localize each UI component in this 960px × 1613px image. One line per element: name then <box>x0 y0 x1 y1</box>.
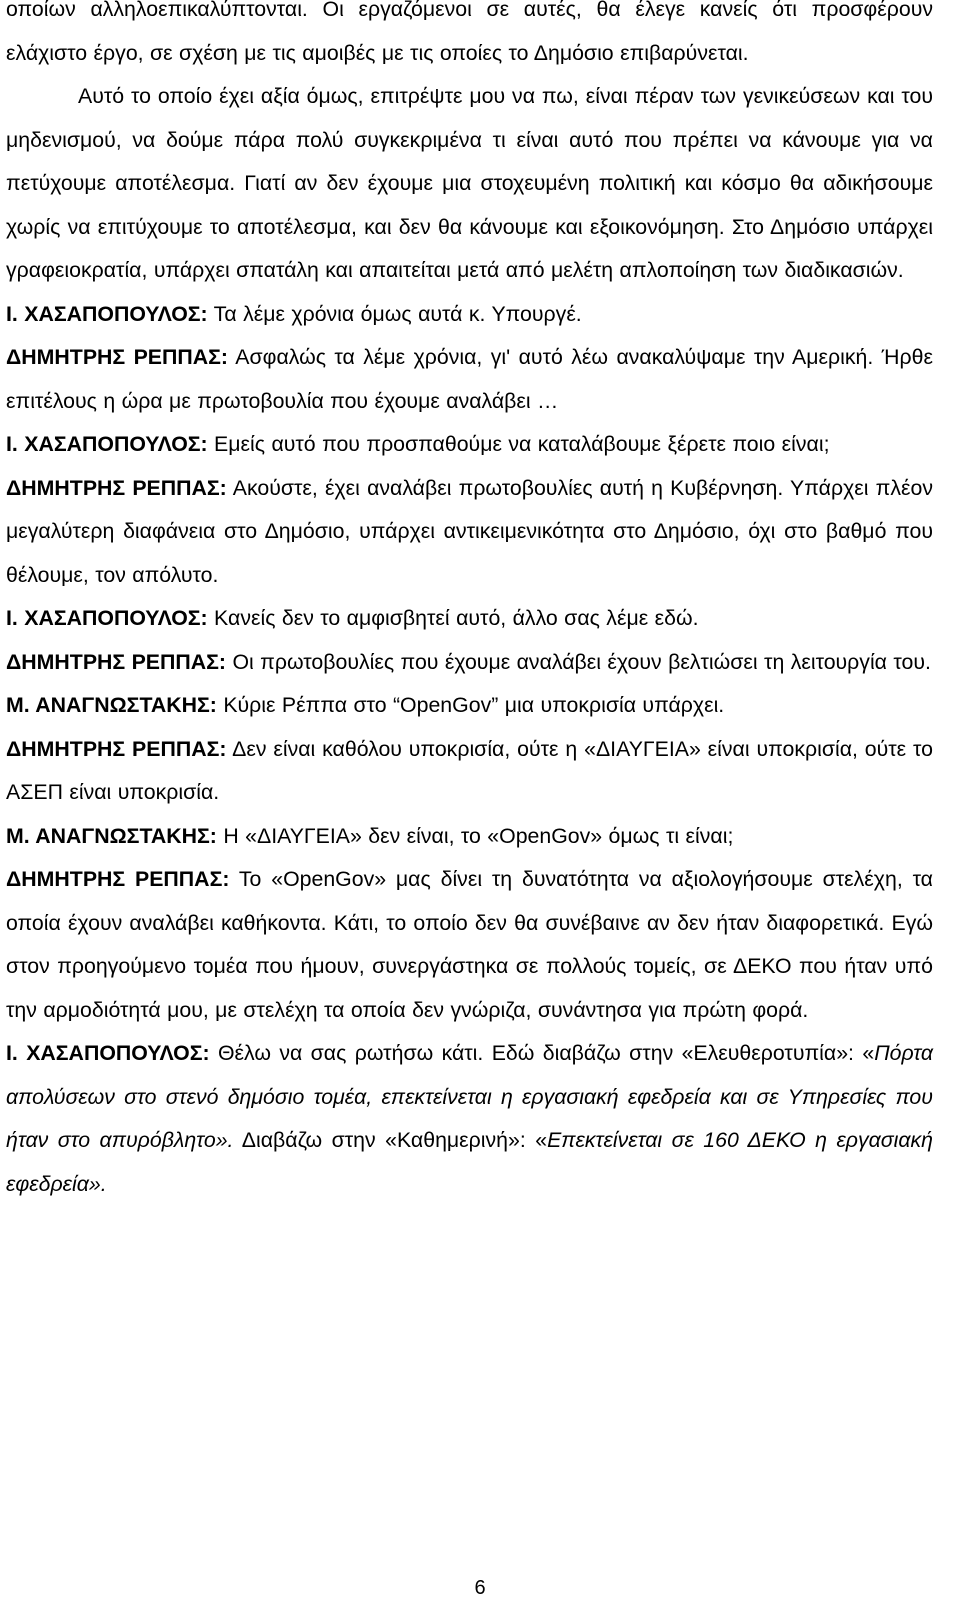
speech-text: Θέλω να σας ρωτήσω κάτι. Εδώ διαβάζω στην «Ελευθεροτυπία»: « <box>209 1041 875 1065</box>
speech-text: Η «ΔΙΑΥΓΕΙΑ» δεν είναι, το «OpenGov» όμως τι είναι; <box>216 823 734 848</box>
paragraph-continuation: οποίων αλληλοεπικαλύπτονται. Οι εργαζόμενοι σε αυτές, θα έλεγε κανείς ότι προσφέρουν ελάχιστο έργο, σε σχέση με τις αμοιβές με τις οποίες το Δημόσιο επιβαρύνεται. <box>6 0 933 65</box>
speech-text: Δεν είναι καθόλου υποκρισία, ούτε η «ΔΙΑΥΓΕΙΑ» είναι υποκρισία, ούτε το ΑΣΕΠ είναι υποκρισία. <box>6 736 933 804</box>
transcript-body <box>6 0 933 1206</box>
speech-text: Εμείς αυτό που προσπαθούμε να καταλάβουμε ξέρετε ποιο είναι; <box>207 432 830 456</box>
speech-text: Οι πρωτοβουλίες που έχουμε αναλάβει έχουν βελτιώσει τη λειτουργία του. <box>226 649 931 674</box>
dialogue-line <box>6 597 933 641</box>
dialogue-line <box>6 641 933 685</box>
speaker-name: ΔΗΜΗΤΡΗΣ ΡΕΠΠΑΣ: <box>6 867 230 891</box>
quote-italic: Επεκτείνεται σε 160 ΔΕΚΟ η εργασιακή εφεδρεία». <box>6 1128 933 1196</box>
speech-text: Κύριε Ρέππα στο “OpenGov” μια υποκρισία υπάρχει. <box>216 693 725 717</box>
dialogue-line <box>6 1032 933 1206</box>
speaker-name: Μ. ΑΝΑΓΝΩΣΤΑΚΗΣ: <box>6 693 217 717</box>
speech-text: Ακούστε, έχει αναλάβει πρωτοβουλίες αυτή η Κυβέρνηση. Υπάρχει πλέον μεγαλύτερη διαφάνεια στο Δημόσιο, υπάρχει αντικειμενικότητα στο Δημόσιο, όχι στο βαθμό που θέλουμε, τον απόλυτο. <box>6 475 933 587</box>
dialogue-line <box>6 423 933 467</box>
dialogue-line <box>6 728 933 815</box>
dialogue-line <box>6 467 933 598</box>
speaker-name: ΔΗΜΗΤΡΗΣ ΡΕΠΠΑΣ: <box>6 475 227 500</box>
paragraph-speech: Αυτό το οποίο έχει αξία όμως, επιτρέψτε μου να πω, είναι πέραν των γενικεύσεων και του μηδενισμού, να δούμε πάρα πολύ συγκεκριμένα τι είναι αυτό που πρέπει να κάνουμε για να πετύχουμε αποτέλεσμα. Γιατί αν δεν έχουμε μια στοχευμένη πολιτική και κόσμο θα αδικήσουμε χωρίς να επιτύχουμε το αποτέλεσμα, και δεν θα κάνουμε και εξοικονόμηση. Στο Δημόσιο υπάρχει γραφειοκρατία, υπάρχει σπατάλη και απαιτείται μετά από μελέτη απλοποίηση των διαδικασιών. <box>6 84 933 282</box>
dialogue-line <box>6 684 933 728</box>
speech-text: Διαβάζω στην «Καθημερινή»: « <box>233 1128 548 1152</box>
quote-italic: Πόρτα απολύσεων στο στενό δημόσιο τομέα, επεκτείνεται η εργασιακή εφεδρεία και σε Υπηρεσίες που ήταν στο απυρόβλητο». <box>6 1041 934 1152</box>
speech-text: Τα λέμε χρόνια όμως αυτά κ. Υπουργέ. <box>207 301 582 326</box>
speech-text: Κανείς δεν το αμφισβητεί αυτό, άλλο σας λέμε εδώ. <box>207 606 699 630</box>
speaker-name: ΔΗΜΗΤΡΗΣ ΡΕΠΠΑΣ: <box>6 345 229 369</box>
speech-text: Το «OpenGov» μας δίνει τη δυνατότητα να αξιολογήσουμε στελέχη, τα οποία έχουν αναλάβει καθήκοντα. Κάτι, το οποίο δεν θα συνέβαινε αν δεν ήταν διαφορετικά. Εγώ στον προηγούμενο τομέα που ήμουν, συνεργάστηκα σε πολλούς τομείς, σε ΔΕΚΟ που ήταν υπό την αρμοδιότητά μου, με στελέχη τα οποία δεν γνώριζα, συνάντησα για πρώτη φορά. <box>6 867 933 1022</box>
speaker-name: Ι. ΧΑΣΑΠΟΠΟΥΛΟΣ: <box>6 1041 210 1065</box>
speech-text: Ασφαλώς τα λέμε χρόνια, γι' αυτό λέω ανακαλύψαμε την Αμερική. Ήρθε επιτέλους η ώρα με πρωτοβουλία που έχουμε αναλάβει … <box>6 345 933 413</box>
speaker-name: ΔΗΜΗΤΡΗΣ ΡΕΠΠΑΣ: <box>6 736 227 761</box>
dialogue-line <box>6 815 933 859</box>
dialogue-line <box>6 293 933 337</box>
page-number: 6 <box>474 1577 486 1599</box>
speaker-name: Ι. ΧΑΣΑΠΟΠΟΥΛΟΣ: <box>6 301 208 326</box>
speaker-name: ΔΗΜΗΤΡΗΣ ΡΕΠΠΑΣ: <box>6 649 227 674</box>
dialogue-line <box>6 336 933 423</box>
speaker-name: Μ. ΑΝΑΓΝΩΣΤΑΚΗΣ: <box>6 823 217 848</box>
dialogue-line <box>6 858 933 1032</box>
speaker-name: Ι. ΧΑΣΑΠΟΠΟΥΛΟΣ: <box>6 606 208 630</box>
speaker-name: Ι. ΧΑΣΑΠΟΠΟΥΛΟΣ: <box>6 432 208 456</box>
